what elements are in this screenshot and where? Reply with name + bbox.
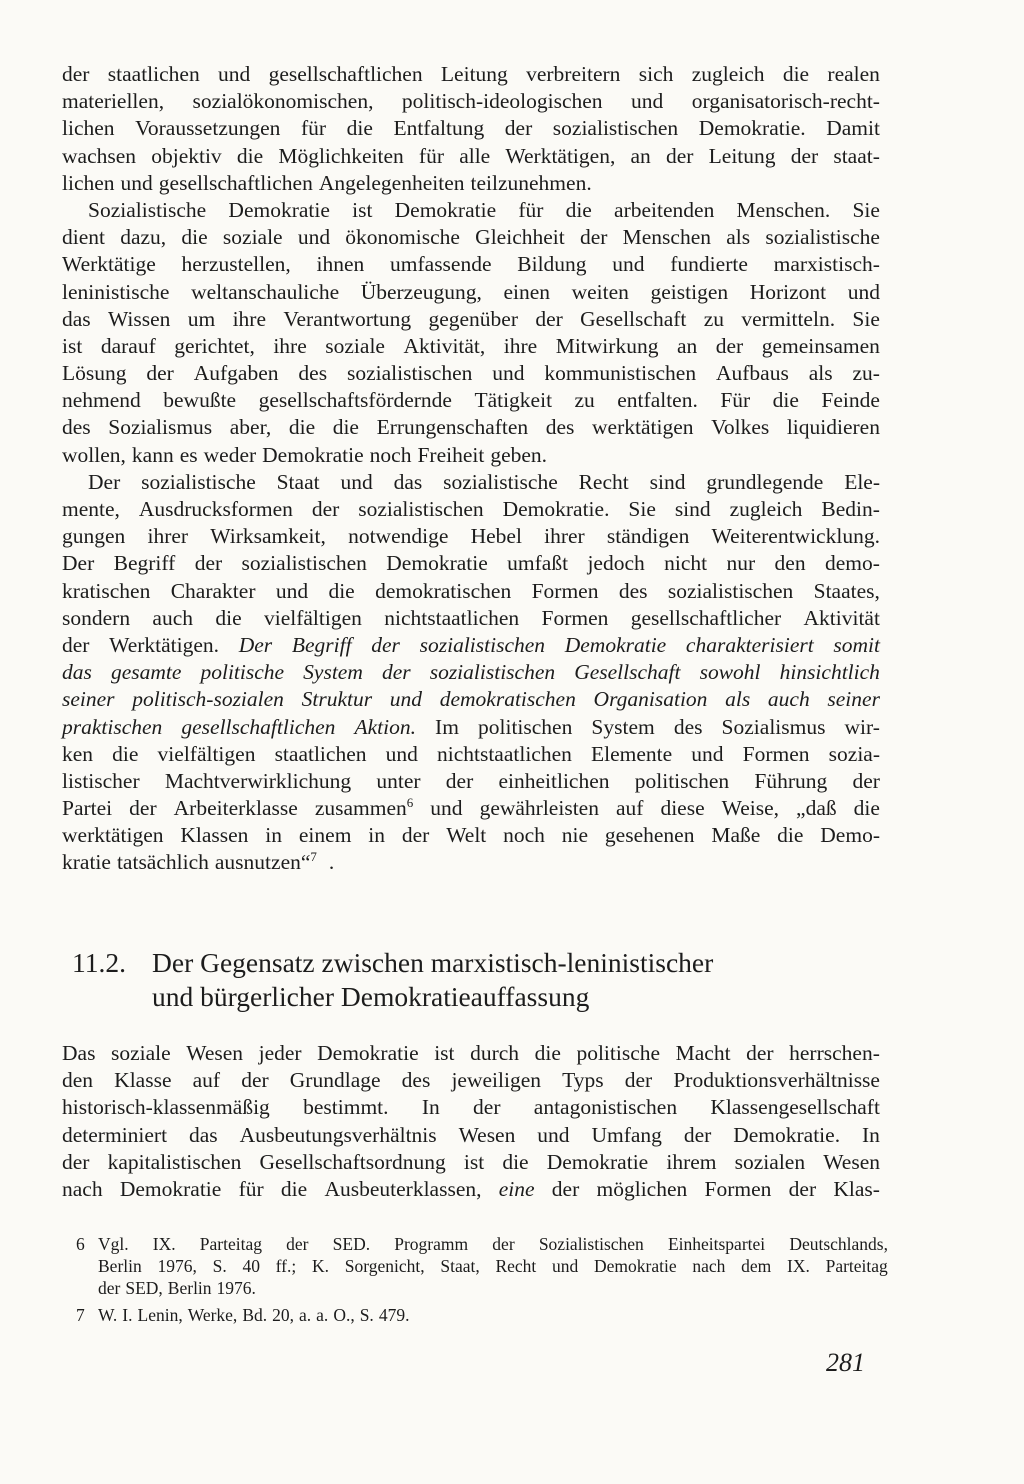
text-line: Das soziale Wesen jeder Demokratie ist durch die politische Macht der herrschen- xyxy=(62,1041,880,1065)
text-line: listischer Machtverwirklichung unter der einheitlichen politischen Führung der xyxy=(62,768,880,793)
text-line: den Klasse auf der Grundlage des jeweiligen Typs der Produktionsverhältnisse xyxy=(62,1068,880,1093)
text-line: lichen und gesellschaftlichen Angelegenheiten teilzunehmen. xyxy=(62,170,592,195)
text-line: des Sozialismus aber, die die Errungenschaften des werktätigen Volkes liquidieren xyxy=(62,415,880,440)
text-line: kratischen Charakter und die demokratischen Formen des sozialistischen Staates, xyxy=(62,578,880,603)
text-line: wollen, kann es weder Demokratie noch Freiheit geben. xyxy=(62,442,548,467)
text-line: wachsen objektiv die Möglichkeiten für alle Werktätigen, an der Leitung der staat- xyxy=(62,143,880,168)
text-line: leninistische weltanschauliche Überzeugung, einen weiten geistigen Horizont und xyxy=(62,279,880,304)
text-line: das gesamte politische System der sozialistischen Gesellschaft sowohl hinsichtlich xyxy=(62,660,880,685)
text-line: ist darauf gerichtet, ihre soziale Aktivität, ihre Mitwirkung an der gemeinsamen xyxy=(62,333,880,358)
body-text-block-1 xyxy=(62,62,880,878)
footnote-6 xyxy=(76,1234,888,1300)
text-line: Partei der Arbeiterklasse zusammen6 und gewährleisten auf diese Weise, „daß die xyxy=(62,794,880,821)
text-line: seiner politisch-sozialen Struktur und demokratischen Organisation als auch seiner xyxy=(62,687,880,712)
footnote-line: W. I. Lenin, Werke, Bd. 20, a. a. O., S. 479. xyxy=(98,1305,410,1325)
section-number: 11.2. xyxy=(72,947,126,978)
text-line: dient dazu, die soziale und ökonomische Gleichheit der Menschen als sozialistische xyxy=(62,225,880,250)
text-line: Der Begriff der sozialistischen Demokratie umfaßt jedoch nicht nur den demo- xyxy=(62,551,880,576)
text-line: praktischen gesellschaftlichen Aktion. Im politischen System des Sozialismus wir- xyxy=(62,714,880,739)
footnote-line: Berlin 1976, S. 40 ff.; K. Sorgenicht, Staat, Recht und Demokratie nach dem IX. Parteitag xyxy=(98,1256,888,1276)
text-line: materiellen, sozialökonomischen, politisch-ideologischen und organisatorisch-recht- xyxy=(62,89,880,114)
text-line: Sozialistische Demokratie ist Demokratie für die arbeitenden Menschen. Sie xyxy=(88,197,880,222)
footnote-line: der SED, Berlin 1976. xyxy=(98,1278,256,1298)
text-line: historisch-klassenmäßig bestimmt. In der antagonistischen Klassengesellschaft xyxy=(62,1095,880,1120)
footnote-number: 7 xyxy=(76,1305,85,1325)
text-line: nach Demokratie für die Ausbeuterklassen, eine der möglichen Formen der Klas- xyxy=(62,1176,880,1201)
text-line: Lösung der Aufgaben des sozialistischen und kommunistischen Aufbaus als zu- xyxy=(62,361,880,386)
text-line: Der sozialistische Staat und das sozialistische Recht sind grundlegende Ele- xyxy=(88,469,880,494)
body-text-block-2 xyxy=(62,1041,880,1204)
text-line: lichen Voraussetzungen für die Entfaltung der sozialistischen Demokratie. Damit xyxy=(62,116,880,141)
section-title-line-1: Der Gegensatz zwischen marxistisch-leninistischer xyxy=(152,947,714,978)
text-line: ken die vielfältigen staatlichen und nichtstaatlichen Elemente und Formen sozia- xyxy=(62,741,880,766)
text-line: das Wissen um ihre Verantwortung gegenüber der Gesellschaft zu vermitteln. Sie xyxy=(62,306,880,331)
section-title-line-2: und bürgerlicher Demokratieauffassung xyxy=(152,981,590,1012)
text-line: nehmend bewußte gesellschaftsfördernde Tätigkeit zu entfalten. Für die Feinde xyxy=(62,388,880,413)
text-line: Werktätige herzustellen, ihnen umfassende Bildung und fundierte marxistisch- xyxy=(62,252,880,277)
text-line: kratie tatsächlich ausnutzen“7 . xyxy=(62,849,335,875)
footnote-7 xyxy=(76,1305,888,1327)
text-line: determiniert das Ausbeutungsverhältnis Wesen und Umfang der Demokratie. In xyxy=(62,1122,880,1147)
page-number: 281 xyxy=(826,1348,865,1377)
text-line: der staatlichen und gesellschaftlichen Leitung verbreitern sich zugleich die realen xyxy=(62,62,880,86)
footnote-text xyxy=(98,1305,888,1327)
text-line: gungen ihrer Wirksamkeit, notwendige Hebel ihrer ständigen Weiterentwicklung. xyxy=(62,524,880,549)
text-line: mente, Ausdrucksformen der sozialistischen Demokratie. Sie sind zugleich Bedin- xyxy=(62,497,880,521)
text-line: sondern auch die vielfältigen nichtstaatlichen Formen gesellschaftlicher Aktivität xyxy=(62,605,880,630)
text-line: werktätigen Klassen in einem in der Welt noch nie gesehenen Maße die Demo- xyxy=(62,823,880,848)
text-line: der kapitalistischen Gesellschaftsordnung ist die Demokratie ihrem sozialen Wesen xyxy=(62,1149,880,1174)
footnote-text xyxy=(98,1234,888,1300)
footnote-number: 6 xyxy=(76,1234,85,1254)
footnote-line: Vgl. IX. Parteitag der SED. Programm der Sozialistischen Einheitspartei Deutschlands, xyxy=(98,1234,888,1254)
text-line: der Werktätigen. Der Begriff der sozialistischen Demokratie charakterisiert somit xyxy=(62,632,880,657)
